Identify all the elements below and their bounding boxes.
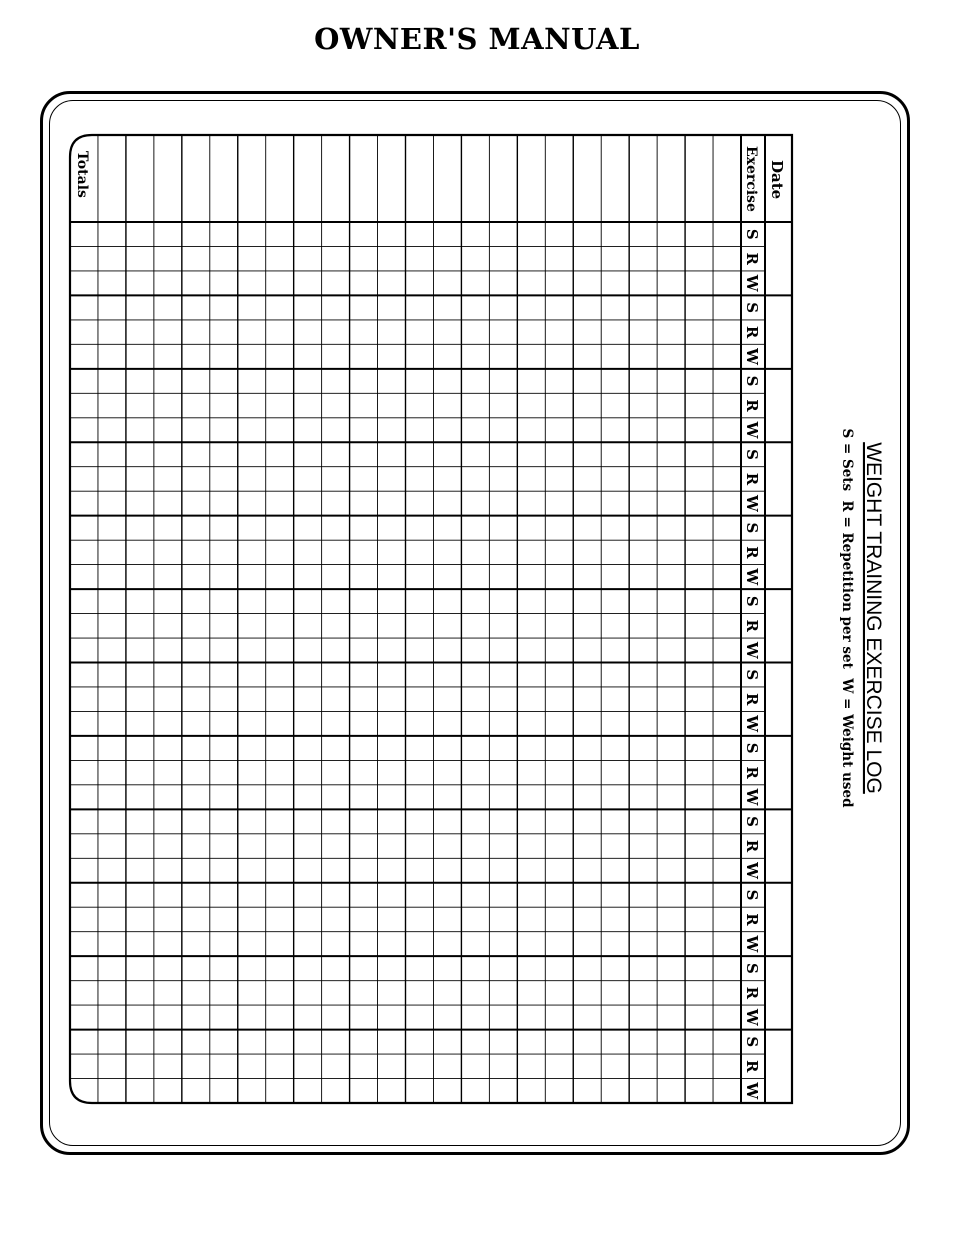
- row-letter-r: R: [743, 619, 761, 633]
- row-letter-s: S: [743, 595, 761, 607]
- row-letter-r: R: [743, 546, 761, 559]
- row-letter-r: R: [743, 913, 761, 926]
- row-letter-r: R: [743, 692, 761, 706]
- row-letter-s: S: [743, 522, 761, 534]
- row-letter-w: W: [743, 935, 761, 953]
- row-letter-r: R: [743, 1060, 761, 1073]
- log-grid: [70, 135, 792, 1103]
- row-letter-r: R: [743, 252, 761, 265]
- row-letter-s: S: [743, 449, 761, 460]
- row-letter-w: W: [743, 1008, 761, 1026]
- row-letter-s: S: [743, 742, 761, 754]
- log-title: WEIGHT TRAINING EXERCISE LOG: [862, 442, 885, 794]
- row-letter-w: W: [743, 788, 761, 806]
- row-letter-r: R: [743, 766, 761, 779]
- exercise-label: Exercise: [743, 146, 759, 212]
- totals-label: Totals: [74, 151, 90, 198]
- row-letter-w: W: [743, 495, 761, 512]
- row-letter-s: S: [743, 228, 761, 240]
- grid-border: [70, 135, 792, 1103]
- page-title: OWNER'S MANUAL: [314, 22, 640, 56]
- row-letter-w: W: [743, 862, 761, 879]
- row-letter-w: W: [743, 715, 761, 733]
- row-letter-s: S: [743, 302, 761, 314]
- row-letter-r: R: [743, 399, 761, 412]
- row-letter-w: W: [743, 348, 761, 366]
- row-letter-r: R: [743, 986, 761, 1000]
- row-letter-w: W: [743, 641, 761, 659]
- row-letter-w: W: [743, 274, 761, 292]
- row-letter-w: W: [743, 1082, 761, 1100]
- row-letter-r: R: [743, 839, 761, 853]
- row-letter-s: S: [743, 375, 761, 387]
- row-letter-s: S: [743, 816, 761, 827]
- row-letter-s: S: [743, 669, 761, 681]
- row-letter-s: S: [743, 1036, 761, 1048]
- log-labels: [74, 146, 786, 1100]
- row-letter-r: R: [743, 472, 761, 486]
- row-letter-s: S: [743, 889, 761, 901]
- row-letter-s: S: [743, 962, 761, 974]
- row-letter-w: W: [743, 568, 761, 586]
- log-legend: S = Sets R = Repetition per set W = Weight used: [839, 428, 855, 808]
- row-letter-w: W: [743, 421, 761, 439]
- date-label: Date: [768, 160, 786, 200]
- row-letter-r: R: [743, 325, 761, 339]
